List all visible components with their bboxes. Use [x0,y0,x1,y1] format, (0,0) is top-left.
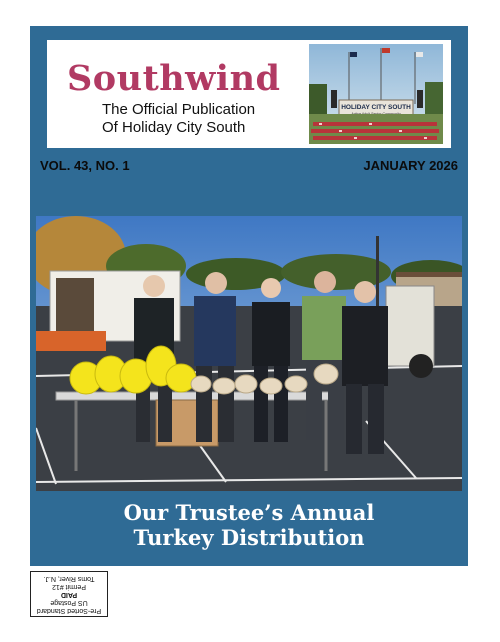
postage-line3: PAID [60,591,78,598]
volume-number: VOL. 43, NO. 1 [40,158,130,173]
turkey-distribution-photo [36,216,462,491]
issue-date: JANUARY 2026 [363,158,458,173]
postage-indicia [30,571,108,617]
publication-subtitle-line1: The Official Publication [102,101,256,118]
postage-text-rotated [31,572,107,616]
headline-line2: Turkey Distribution [133,525,365,550]
postage-line4: Permit #12 [52,583,86,590]
issue-bar [30,158,468,176]
cover-headline [30,500,468,550]
publication-title: Southwind [67,58,281,99]
community-sign-photo [309,44,443,144]
sign-text: HOLIDAY CITY SOUTH [341,104,411,111]
postage-line5: Toms River, N.J. [43,575,95,582]
postage-line2: US Postage [50,599,88,606]
publication-subtitle-line2: Of Holiday City South [102,119,246,136]
headline-line1: Our Trustee’s Annual [123,500,375,525]
masthead [47,40,451,148]
magazine-cover [30,26,468,566]
postage-line1: Pre-Sorted Standard [36,607,102,614]
